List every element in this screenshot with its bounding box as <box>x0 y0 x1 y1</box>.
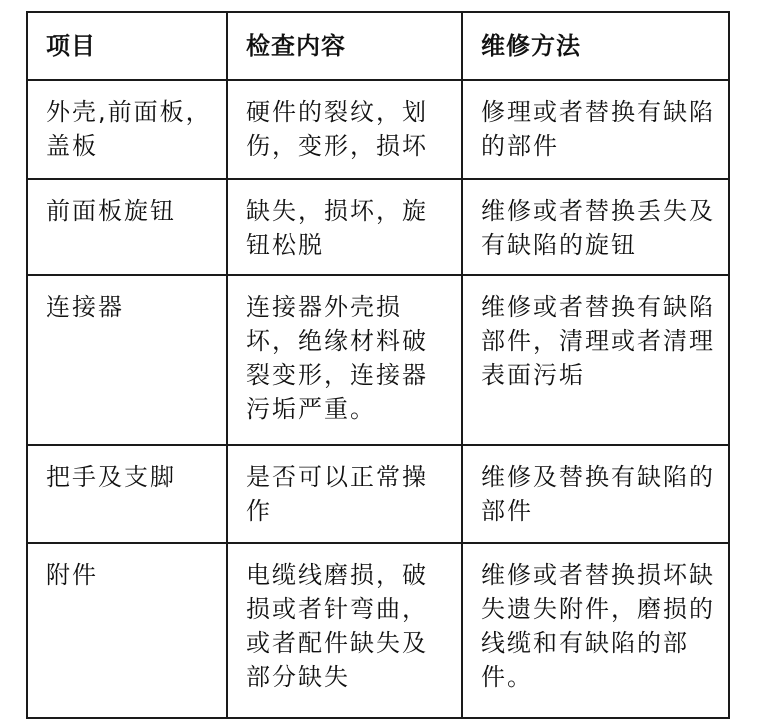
cell-repair: 维修及替换有缺陷的部件 <box>462 445 729 543</box>
table-header-row <box>27 12 729 80</box>
cell-repair: 维修或者替换丢失及有缺陷的旋钮 <box>462 179 729 275</box>
header-item: 项目 <box>27 12 227 80</box>
cell-check: 连接器外壳损坏，绝缘材料破裂变形，连接器污垢严重。 <box>227 275 462 445</box>
inspection-table <box>26 11 730 719</box>
cell-item: 把手及支脚 <box>27 445 227 543</box>
cell-item: 连接器 <box>27 275 227 445</box>
cell-item: 附件 <box>27 543 227 718</box>
cell-repair: 修理或者替换有缺陷的部件 <box>462 80 729 179</box>
table-row <box>27 445 729 543</box>
cell-repair: 维修或者替换损坏缺失遗失附件，磨损的线缆和有缺陷的部件。 <box>462 543 729 718</box>
table-row <box>27 80 729 179</box>
table-row <box>27 179 729 275</box>
cell-check: 缺失，损坏，旋钮松脱 <box>227 179 462 275</box>
table-row <box>27 543 729 718</box>
cell-check: 是否可以正常操作 <box>227 445 462 543</box>
cell-item: 前面板旋钮 <box>27 179 227 275</box>
header-check-content: 检查内容 <box>227 12 462 80</box>
cell-check: 硬件的裂纹，划伤，变形，损坏 <box>227 80 462 179</box>
cell-check: 电缆线磨损，破损或者针弯曲，或者配件缺失及部分缺失 <box>227 543 462 718</box>
header-repair-method: 维修方法 <box>462 12 729 80</box>
table-row <box>27 275 729 445</box>
cell-repair: 维修或者替换有缺陷部件，清理或者清理表面污垢 <box>462 275 729 445</box>
cell-item: 外壳,前面板，盖板 <box>27 80 227 179</box>
